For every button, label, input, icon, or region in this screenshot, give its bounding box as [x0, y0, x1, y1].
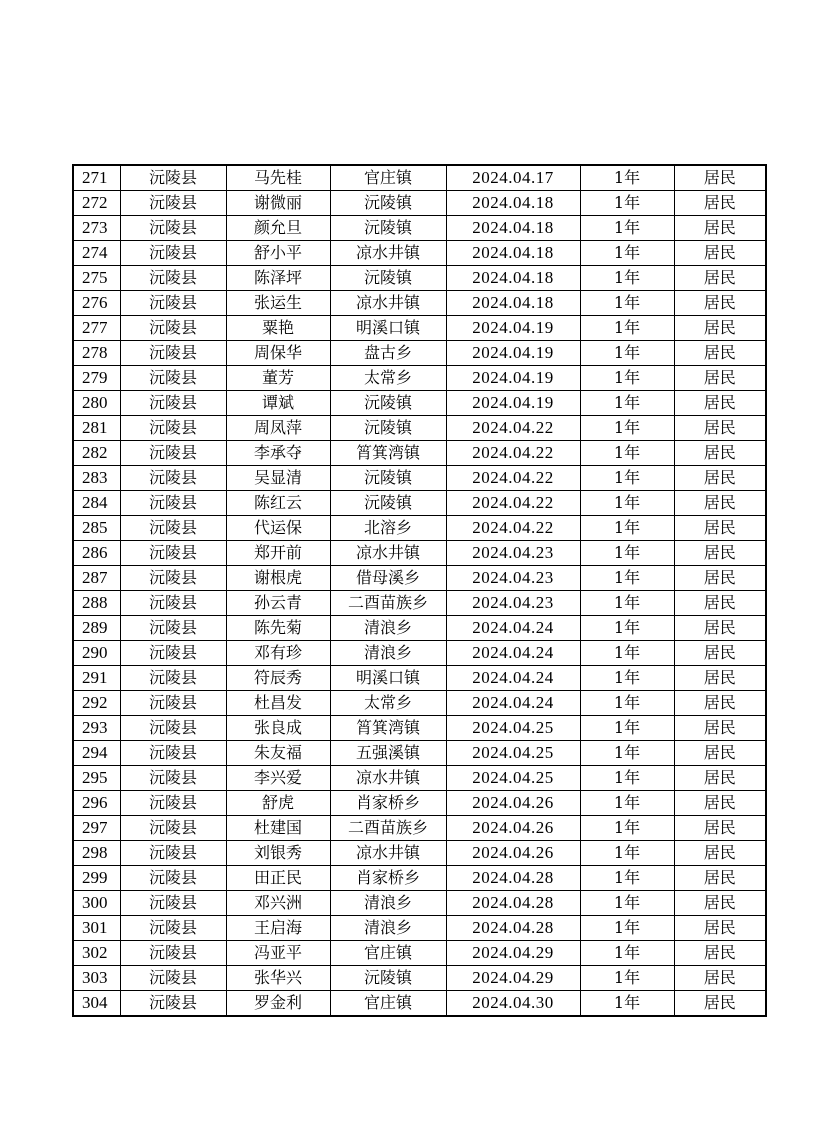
- term-cell: 1年: [580, 165, 674, 191]
- term-cell: 1年: [580, 916, 674, 941]
- person-name-cell: 李兴爱: [226, 766, 330, 791]
- category-cell: 居民: [674, 591, 766, 616]
- term-cell: 1年: [580, 716, 674, 741]
- town-cell: 明溪口镇: [330, 666, 446, 691]
- category-cell: 居民: [674, 991, 766, 1017]
- town-cell: 凉水井镇: [330, 241, 446, 266]
- term-cell: 1年: [580, 441, 674, 466]
- date-cell: 2024.04.18: [446, 291, 580, 316]
- county-cell: 沅陵县: [120, 691, 226, 716]
- date-cell: 2024.04.19: [446, 316, 580, 341]
- date-cell: 2024.04.22: [446, 491, 580, 516]
- person-name-cell: 马先桂: [226, 165, 330, 191]
- person-name-cell: 颜允旦: [226, 216, 330, 241]
- row-number-cell: 279: [73, 366, 120, 391]
- row-number-cell: 277: [73, 316, 120, 341]
- person-name-cell: 邓兴洲: [226, 891, 330, 916]
- date-cell: 2024.04.26: [446, 841, 580, 866]
- town-cell: 沅陵镇: [330, 191, 446, 216]
- date-cell: 2024.04.18: [446, 191, 580, 216]
- town-cell: 凉水井镇: [330, 291, 446, 316]
- county-cell: 沅陵县: [120, 816, 226, 841]
- town-cell: 凉水井镇: [330, 766, 446, 791]
- term-cell: 1年: [580, 516, 674, 541]
- person-name-cell: 刘银秀: [226, 841, 330, 866]
- table-row: [73, 916, 766, 941]
- county-cell: 沅陵县: [120, 641, 226, 666]
- row-number-cell: 281: [73, 416, 120, 441]
- table-row: [73, 491, 766, 516]
- term-cell: 1年: [580, 266, 674, 291]
- category-cell: 居民: [674, 566, 766, 591]
- roster-body: [73, 165, 766, 1016]
- person-name-cell: 谭斌: [226, 391, 330, 416]
- date-cell: 2024.04.19: [446, 366, 580, 391]
- town-cell: 肖家桥乡: [330, 866, 446, 891]
- date-cell: 2024.04.19: [446, 341, 580, 366]
- table-row: [73, 291, 766, 316]
- row-number-cell: 303: [73, 966, 120, 991]
- table-row: [73, 191, 766, 216]
- person-name-cell: 郑开前: [226, 541, 330, 566]
- category-cell: 居民: [674, 666, 766, 691]
- table-row: [73, 866, 766, 891]
- row-number-cell: 278: [73, 341, 120, 366]
- category-cell: 居民: [674, 916, 766, 941]
- table-row: [73, 366, 766, 391]
- category-cell: 居民: [674, 866, 766, 891]
- county-cell: 沅陵县: [120, 841, 226, 866]
- term-cell: 1年: [580, 866, 674, 891]
- table-row: [73, 416, 766, 441]
- category-cell: 居民: [674, 341, 766, 366]
- county-cell: 沅陵县: [120, 791, 226, 816]
- county-cell: 沅陵县: [120, 741, 226, 766]
- category-cell: 居民: [674, 216, 766, 241]
- county-cell: 沅陵县: [120, 291, 226, 316]
- table-row: [73, 991, 766, 1017]
- town-cell: 借母溪乡: [330, 566, 446, 591]
- category-cell: 居民: [674, 891, 766, 916]
- person-name-cell: 舒虎: [226, 791, 330, 816]
- town-cell: 沅陵镇: [330, 266, 446, 291]
- town-cell: 沅陵镇: [330, 416, 446, 441]
- row-number-cell: 295: [73, 766, 120, 791]
- row-number-cell: 290: [73, 641, 120, 666]
- category-cell: 居民: [674, 241, 766, 266]
- term-cell: 1年: [580, 741, 674, 766]
- category-cell: 居民: [674, 616, 766, 641]
- term-cell: 1年: [580, 641, 674, 666]
- person-name-cell: 朱友福: [226, 741, 330, 766]
- person-name-cell: 谢微丽: [226, 191, 330, 216]
- term-cell: 1年: [580, 566, 674, 591]
- date-cell: 2024.04.22: [446, 516, 580, 541]
- term-cell: 1年: [580, 541, 674, 566]
- county-cell: 沅陵县: [120, 491, 226, 516]
- category-cell: 居民: [674, 641, 766, 666]
- term-cell: 1年: [580, 941, 674, 966]
- category-cell: 居民: [674, 766, 766, 791]
- town-cell: 清浪乡: [330, 916, 446, 941]
- date-cell: 2024.04.29: [446, 966, 580, 991]
- term-cell: 1年: [580, 991, 674, 1017]
- table-row: [73, 466, 766, 491]
- term-cell: 1年: [580, 416, 674, 441]
- table-row: [73, 691, 766, 716]
- county-cell: 沅陵县: [120, 591, 226, 616]
- category-cell: 居民: [674, 165, 766, 191]
- category-cell: 居民: [674, 541, 766, 566]
- row-number-cell: 291: [73, 666, 120, 691]
- table-row: [73, 791, 766, 816]
- row-number-cell: 304: [73, 991, 120, 1017]
- town-cell: 清浪乡: [330, 616, 446, 641]
- town-cell: 清浪乡: [330, 641, 446, 666]
- term-cell: 1年: [580, 241, 674, 266]
- category-cell: 居民: [674, 841, 766, 866]
- county-cell: 沅陵县: [120, 216, 226, 241]
- date-cell: 2024.04.28: [446, 891, 580, 916]
- date-cell: 2024.04.30: [446, 991, 580, 1017]
- term-cell: 1年: [580, 366, 674, 391]
- date-cell: 2024.04.18: [446, 241, 580, 266]
- row-number-cell: 272: [73, 191, 120, 216]
- person-name-cell: 谢根虎: [226, 566, 330, 591]
- county-cell: 沅陵县: [120, 516, 226, 541]
- category-cell: 居民: [674, 266, 766, 291]
- person-name-cell: 冯亚平: [226, 941, 330, 966]
- term-cell: 1年: [580, 791, 674, 816]
- county-cell: 沅陵县: [120, 941, 226, 966]
- row-number-cell: 296: [73, 791, 120, 816]
- term-cell: 1年: [580, 491, 674, 516]
- category-cell: 居民: [674, 491, 766, 516]
- town-cell: 筲箕湾镇: [330, 716, 446, 741]
- county-cell: 沅陵县: [120, 616, 226, 641]
- town-cell: 肖家桥乡: [330, 791, 446, 816]
- town-cell: 沅陵镇: [330, 216, 446, 241]
- term-cell: 1年: [580, 466, 674, 491]
- table-row: [73, 591, 766, 616]
- table-row: [73, 441, 766, 466]
- person-name-cell: 罗金利: [226, 991, 330, 1017]
- county-cell: 沅陵县: [120, 466, 226, 491]
- person-name-cell: 张运生: [226, 291, 330, 316]
- person-name-cell: 陈泽坪: [226, 266, 330, 291]
- row-number-cell: 271: [73, 165, 120, 191]
- row-number-cell: 292: [73, 691, 120, 716]
- town-cell: 筲箕湾镇: [330, 441, 446, 466]
- county-cell: 沅陵县: [120, 891, 226, 916]
- person-name-cell: 符辰秀: [226, 666, 330, 691]
- person-name-cell: 田正民: [226, 866, 330, 891]
- town-cell: 沅陵镇: [330, 491, 446, 516]
- row-number-cell: 284: [73, 491, 120, 516]
- term-cell: 1年: [580, 766, 674, 791]
- row-number-cell: 301: [73, 916, 120, 941]
- table-row: [73, 266, 766, 291]
- county-cell: 沅陵县: [120, 866, 226, 891]
- date-cell: 2024.04.29: [446, 941, 580, 966]
- person-name-cell: 张良成: [226, 716, 330, 741]
- date-cell: 2024.04.23: [446, 591, 580, 616]
- person-name-cell: 周保华: [226, 341, 330, 366]
- person-name-cell: 舒小平: [226, 241, 330, 266]
- person-name-cell: 代运保: [226, 516, 330, 541]
- table-row: [73, 516, 766, 541]
- county-cell: 沅陵县: [120, 241, 226, 266]
- term-cell: 1年: [580, 341, 674, 366]
- table-row: [73, 716, 766, 741]
- term-cell: 1年: [580, 891, 674, 916]
- person-name-cell: 王启海: [226, 916, 330, 941]
- row-number-cell: 297: [73, 816, 120, 841]
- town-cell: 沅陵镇: [330, 966, 446, 991]
- row-number-cell: 283: [73, 466, 120, 491]
- row-number-cell: 280: [73, 391, 120, 416]
- row-number-cell: 275: [73, 266, 120, 291]
- person-name-cell: 陈红云: [226, 491, 330, 516]
- table-row: [73, 941, 766, 966]
- person-name-cell: 周凤萍: [226, 416, 330, 441]
- term-cell: 1年: [580, 291, 674, 316]
- date-cell: 2024.04.26: [446, 816, 580, 841]
- term-cell: 1年: [580, 191, 674, 216]
- town-cell: 太常乡: [330, 691, 446, 716]
- row-number-cell: 293: [73, 716, 120, 741]
- row-number-cell: 298: [73, 841, 120, 866]
- category-cell: 居民: [674, 191, 766, 216]
- county-cell: 沅陵县: [120, 991, 226, 1017]
- date-cell: 2024.04.24: [446, 666, 580, 691]
- county-cell: 沅陵县: [120, 266, 226, 291]
- town-cell: 官庄镇: [330, 165, 446, 191]
- person-name-cell: 杜建国: [226, 816, 330, 841]
- table-row: [73, 966, 766, 991]
- table-row: [73, 341, 766, 366]
- date-cell: 2024.04.28: [446, 916, 580, 941]
- county-cell: 沅陵县: [120, 366, 226, 391]
- county-cell: 沅陵县: [120, 716, 226, 741]
- category-cell: 居民: [674, 966, 766, 991]
- date-cell: 2024.04.18: [446, 216, 580, 241]
- date-cell: 2024.04.25: [446, 741, 580, 766]
- category-cell: 居民: [674, 691, 766, 716]
- row-number-cell: 285: [73, 516, 120, 541]
- town-cell: 五强溪镇: [330, 741, 446, 766]
- county-cell: 沅陵县: [120, 341, 226, 366]
- row-number-cell: 300: [73, 891, 120, 916]
- category-cell: 居民: [674, 291, 766, 316]
- town-cell: 清浪乡: [330, 891, 446, 916]
- category-cell: 居民: [674, 316, 766, 341]
- row-number-cell: 288: [73, 591, 120, 616]
- table-row: [73, 891, 766, 916]
- table-row: [73, 541, 766, 566]
- date-cell: 2024.04.24: [446, 641, 580, 666]
- town-cell: 盘古乡: [330, 341, 446, 366]
- row-number-cell: 273: [73, 216, 120, 241]
- town-cell: 二酉苗族乡: [330, 816, 446, 841]
- county-cell: 沅陵县: [120, 541, 226, 566]
- date-cell: 2024.04.22: [446, 416, 580, 441]
- term-cell: 1年: [580, 216, 674, 241]
- date-cell: 2024.04.25: [446, 716, 580, 741]
- town-cell: 官庄镇: [330, 991, 446, 1017]
- person-name-cell: 邓有珍: [226, 641, 330, 666]
- town-cell: 明溪口镇: [330, 316, 446, 341]
- row-number-cell: 302: [73, 941, 120, 966]
- date-cell: 2024.04.26: [446, 791, 580, 816]
- row-number-cell: 286: [73, 541, 120, 566]
- county-cell: 沅陵县: [120, 416, 226, 441]
- date-cell: 2024.04.24: [446, 691, 580, 716]
- person-name-cell: 陈先菊: [226, 616, 330, 641]
- town-cell: 沅陵镇: [330, 391, 446, 416]
- category-cell: 居民: [674, 366, 766, 391]
- term-cell: 1年: [580, 966, 674, 991]
- town-cell: 凉水井镇: [330, 841, 446, 866]
- date-cell: 2024.04.22: [446, 466, 580, 491]
- term-cell: 1年: [580, 316, 674, 341]
- person-name-cell: 董芳: [226, 366, 330, 391]
- county-cell: 沅陵县: [120, 666, 226, 691]
- table-row: [73, 316, 766, 341]
- person-name-cell: 李承夺: [226, 441, 330, 466]
- county-cell: 沅陵县: [120, 916, 226, 941]
- town-cell: 二酉苗族乡: [330, 591, 446, 616]
- date-cell: 2024.04.23: [446, 541, 580, 566]
- person-name-cell: 张华兴: [226, 966, 330, 991]
- category-cell: 居民: [674, 391, 766, 416]
- row-number-cell: 276: [73, 291, 120, 316]
- person-name-cell: 杜昌发: [226, 691, 330, 716]
- term-cell: 1年: [580, 666, 674, 691]
- category-cell: 居民: [674, 441, 766, 466]
- town-cell: 官庄镇: [330, 941, 446, 966]
- county-cell: 沅陵县: [120, 165, 226, 191]
- town-cell: 北溶乡: [330, 516, 446, 541]
- date-cell: 2024.04.24: [446, 616, 580, 641]
- term-cell: 1年: [580, 616, 674, 641]
- row-number-cell: 294: [73, 741, 120, 766]
- row-number-cell: 289: [73, 616, 120, 641]
- county-cell: 沅陵县: [120, 191, 226, 216]
- term-cell: 1年: [580, 591, 674, 616]
- table-row: [73, 216, 766, 241]
- table-row: [73, 566, 766, 591]
- county-cell: 沅陵县: [120, 966, 226, 991]
- county-cell: 沅陵县: [120, 391, 226, 416]
- date-cell: 2024.04.23: [446, 566, 580, 591]
- category-cell: 居民: [674, 741, 766, 766]
- row-number-cell: 274: [73, 241, 120, 266]
- row-number-cell: 282: [73, 441, 120, 466]
- county-cell: 沅陵县: [120, 316, 226, 341]
- category-cell: 居民: [674, 816, 766, 841]
- category-cell: 居民: [674, 716, 766, 741]
- person-name-cell: 粟艳: [226, 316, 330, 341]
- county-cell: 沅陵县: [120, 766, 226, 791]
- date-cell: 2024.04.25: [446, 766, 580, 791]
- table-row: [73, 241, 766, 266]
- county-cell: 沅陵县: [120, 441, 226, 466]
- row-number-cell: 299: [73, 866, 120, 891]
- date-cell: 2024.04.18: [446, 266, 580, 291]
- roster-table: [72, 164, 767, 1017]
- county-cell: 沅陵县: [120, 566, 226, 591]
- person-name-cell: 孙云青: [226, 591, 330, 616]
- table-row: [73, 165, 766, 191]
- category-cell: 居民: [674, 466, 766, 491]
- category-cell: 居民: [674, 791, 766, 816]
- term-cell: 1年: [580, 391, 674, 416]
- category-cell: 居民: [674, 416, 766, 441]
- table-row: [73, 766, 766, 791]
- town-cell: 沅陵镇: [330, 466, 446, 491]
- table-row: [73, 841, 766, 866]
- table-row: [73, 391, 766, 416]
- term-cell: 1年: [580, 691, 674, 716]
- term-cell: 1年: [580, 816, 674, 841]
- town-cell: 太常乡: [330, 366, 446, 391]
- table-row: [73, 816, 766, 841]
- date-cell: 2024.04.28: [446, 866, 580, 891]
- category-cell: 居民: [674, 516, 766, 541]
- town-cell: 凉水井镇: [330, 541, 446, 566]
- date-cell: 2024.04.22: [446, 441, 580, 466]
- table-row: [73, 616, 766, 641]
- category-cell: 居民: [674, 941, 766, 966]
- table-row: [73, 666, 766, 691]
- term-cell: 1年: [580, 841, 674, 866]
- row-number-cell: 287: [73, 566, 120, 591]
- date-cell: 2024.04.19: [446, 391, 580, 416]
- table-row: [73, 741, 766, 766]
- person-name-cell: 吴显清: [226, 466, 330, 491]
- table-row: [73, 641, 766, 666]
- date-cell: 2024.04.17: [446, 165, 580, 191]
